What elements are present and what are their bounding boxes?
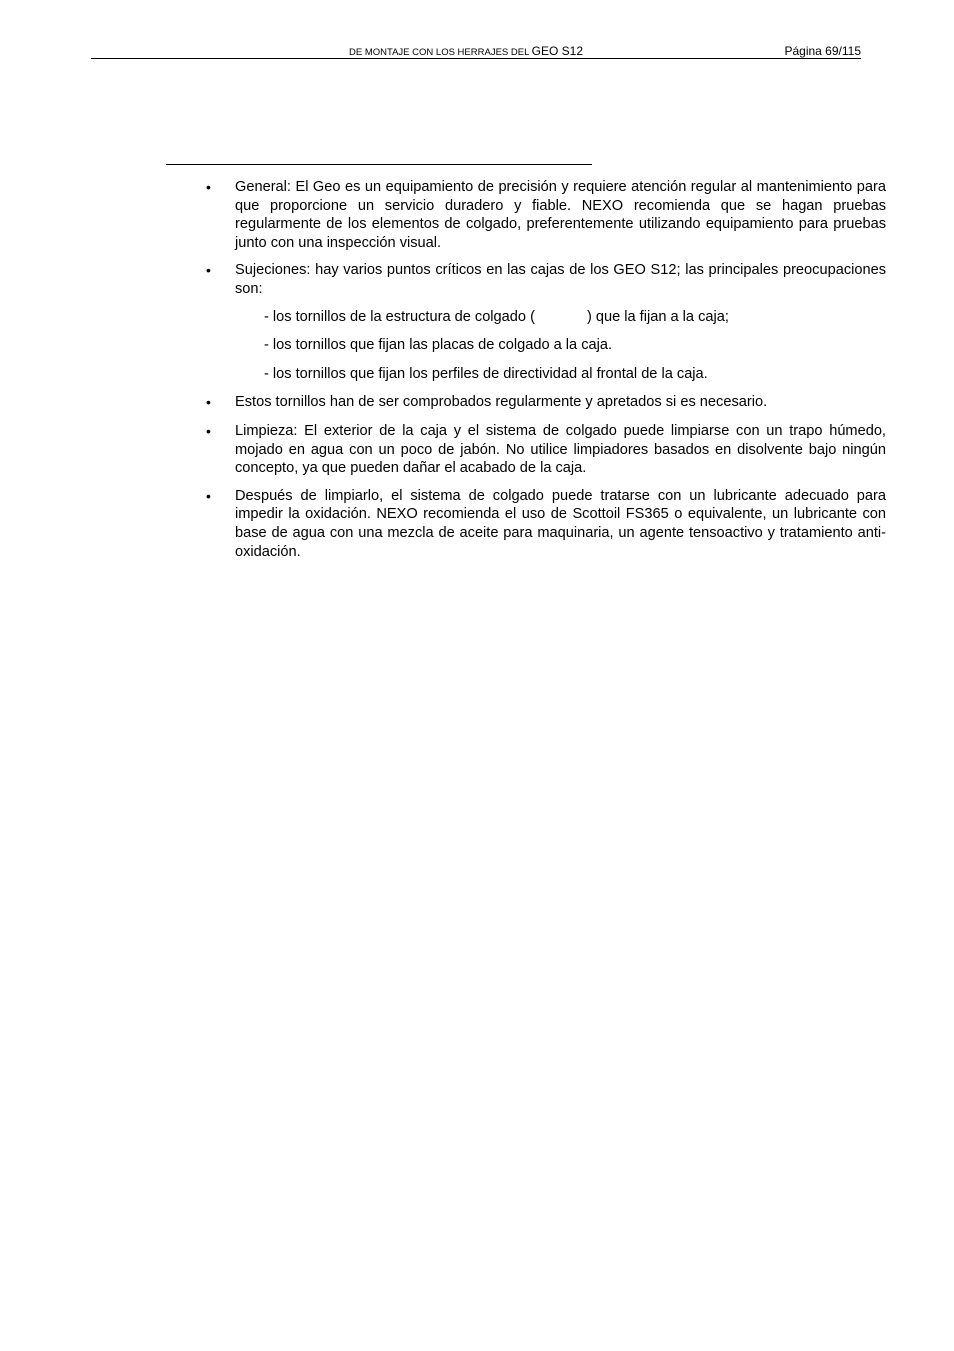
list-item-text: Limpieza: El exterior de la caja y el sistema de colgado puede limpiarse con un trapo húmedo, mojado en agua con un poco de jabón. No utilice limpiadores basados en disolvente bajo ningún concepto, ya que pueden dañar el acabado de la caja. (235, 422, 886, 477)
sub-item-text: - los tornillos que fijan los perfiles de directividad al frontal de la caja. (264, 365, 708, 382)
header-title-model: GEO S12 (531, 44, 584, 58)
bullet-icon: • (206, 179, 211, 195)
list-item-text: General: El Geo es un equipamiento de precisión y requiere atención regular al mantenimiento para que proporcione un servicio duradero y fiable. NEXO recomienda que se hagan pruebas regularmente de los elementos de colgado, preferentemente utilizando equipamiento para pruebas junto con una inspección visual. (235, 179, 886, 251)
list-item (204, 393, 886, 412)
sub-list-item (204, 336, 886, 355)
section-divider (166, 164, 592, 165)
list-item-text: Después de limpiarlo, el sistema de colgado puede tratarse con un lubricante adecuado para impedir la oxidación. NEXO recomienda el uso de Scottoil FS365 o equivalente, un lubricante con base de agua con una mezcla de aceite para maquinaria, un agente tensoactivo y tratamiento anti-oxidación. (235, 487, 886, 560)
list-item-text: Sujeciones: hay varios puntos críticos en las cajas de los GEO S12; las principales preocupaciones son: (235, 262, 886, 297)
sub-item-text: - los tornillos que fijan las placas de colgado a la caja. (264, 337, 613, 354)
bullet-icon: • (206, 422, 211, 439)
sub-item-text-start: - los tornillos de la estructura de colgado ( (264, 308, 535, 325)
list-item (204, 261, 886, 298)
list-item (204, 422, 886, 478)
bullet-icon: • (206, 394, 211, 411)
list-item (204, 178, 886, 252)
page-number: Página 69/115 (784, 44, 861, 58)
maintenance-list (204, 178, 886, 561)
header-title-small: DE MONTAJE CON LOS HERRAJES DEL (349, 47, 532, 58)
list-item-text: Estos tornillos han de ser comprobados regularmente y apretados si es necesario. (235, 394, 768, 411)
bullet-icon: • (206, 487, 211, 504)
bullet-icon: • (206, 262, 211, 279)
list-item (204, 487, 886, 561)
sub-list-item (204, 308, 886, 327)
page-header (91, 40, 861, 59)
header-title (349, 44, 583, 58)
sub-item-text-end: ) que la fijan a la caja; (586, 308, 729, 325)
sub-list-item (204, 365, 886, 384)
